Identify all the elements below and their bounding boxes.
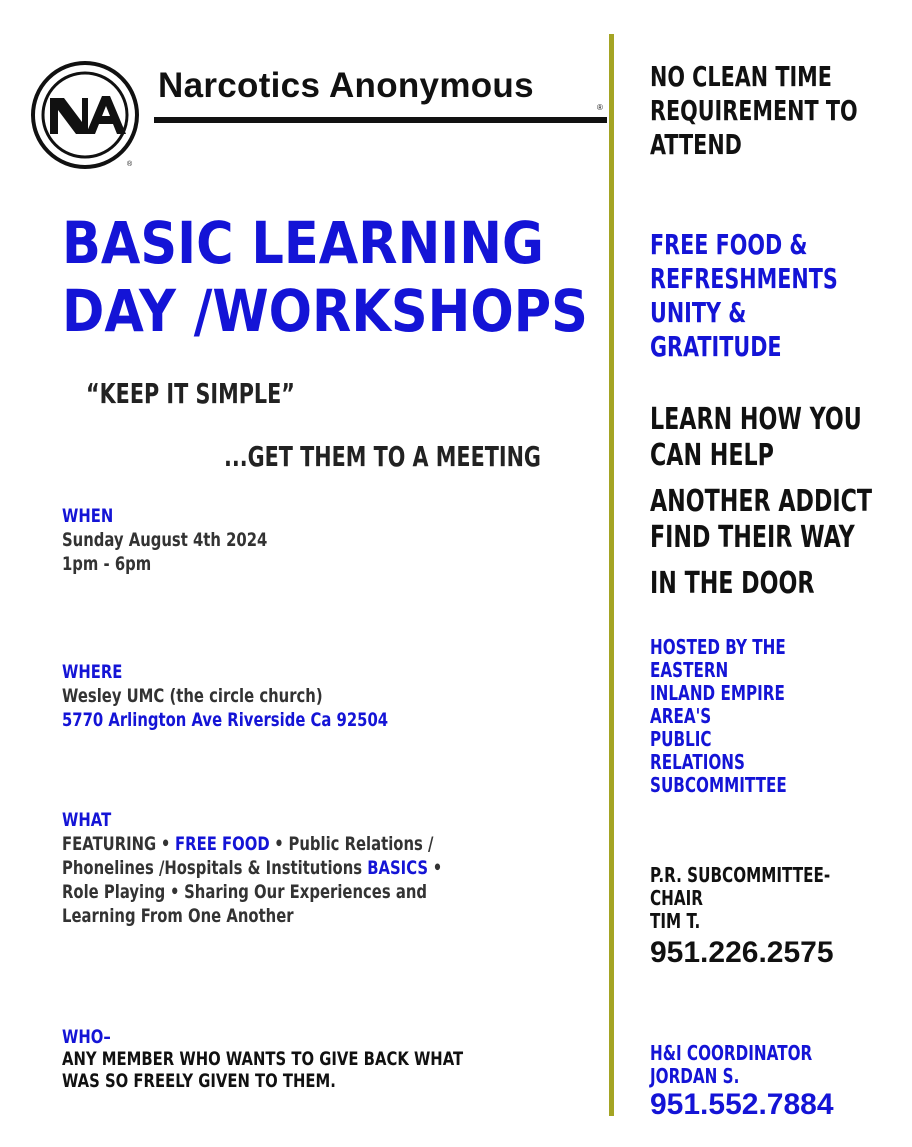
in-the-door: IN THE DOOR [650, 566, 815, 601]
clean-time-line: ATTEND [650, 128, 742, 161]
logo-registered-mark: ® [127, 161, 133, 168]
hi-coordinator-line: JORDAN S. [650, 1064, 740, 1088]
free-food-line: UNITY & [650, 296, 747, 329]
public-relations-label: Public Relations / [288, 833, 434, 855]
bullet-icon: • [169, 881, 180, 903]
org-name: Narcotics Anonymous [158, 66, 534, 105]
pr-chair-line: TIM T. [650, 909, 701, 933]
title-line-2: DAY /WORKSHOPS [62, 277, 588, 345]
what-line-4: Learning From One Another [62, 905, 294, 927]
free-food-line: GRATITUDE [650, 330, 782, 363]
hi-phone-number: 951.552.7884 [650, 1088, 834, 1121]
where-address: 5770 Arlington Ave Riverside Ca 92504 [62, 709, 389, 731]
bullet-icon: • [274, 833, 284, 855]
hi-coordinator-line: H&I COORDINATOR [650, 1041, 813, 1065]
free-food-block [650, 228, 904, 364]
na-logo [30, 60, 140, 170]
phonelines-label: Phonelines /Hospitals & Institutions [62, 857, 363, 879]
free-food-label: FREE FOOD [175, 833, 270, 855]
role-playing-label: Role Playing [62, 881, 166, 903]
another-addict-line: ANOTHER ADDICT [650, 484, 873, 519]
learn-block [650, 402, 912, 474]
hi-coordinator-block [650, 1042, 863, 1088]
column-divider [609, 34, 614, 1116]
featuring-label: FEATURING [62, 833, 157, 855]
hosted-line: EASTERN [650, 658, 729, 682]
clean-time-block [650, 60, 912, 162]
hosted-line: HOSTED BY THE [650, 635, 786, 659]
when-time: 1pm - 6pm [62, 553, 152, 575]
what-line-3 [62, 880, 427, 904]
sharing-label: Sharing Our Experiences and [184, 881, 427, 903]
hosted-line: RELATIONS [650, 750, 745, 774]
hosted-line: PUBLIC [650, 727, 712, 751]
who-heading: WHO– [62, 1026, 111, 1048]
hosted-line: SUBCOMMITTEE [650, 773, 787, 797]
another-addict-line: FIND THEIR WAY [650, 520, 855, 555]
who-line-2: WAS SO FREELY GIVEN TO THEM. [62, 1070, 336, 1092]
basics-label: BASICS [367, 857, 429, 879]
pr-phone-number: 951.226.2575 [650, 936, 834, 969]
slogan-get-them-to-a-meeting: ...GET THEM TO A MEETING [224, 440, 541, 473]
bullet-icon: • [432, 857, 443, 879]
what-line-1 [62, 832, 433, 856]
org-registered-mark: ® [597, 103, 603, 112]
who-line-1: ANY MEMBER WHO WANTS TO GIVE BACK WHAT [62, 1048, 464, 1070]
hosted-line: AREA'S [650, 704, 712, 728]
what-heading: WHAT [62, 809, 112, 831]
learn-line: CAN HELP [650, 438, 774, 473]
clean-time-line: NO CLEAN TIME [650, 60, 832, 93]
who-section [62, 1026, 576, 1092]
pr-chair-line: CHAIR [650, 886, 704, 910]
another-addict-block [650, 484, 912, 556]
free-food-line: REFRESHMENTS [650, 262, 838, 295]
when-date: Sunday August 4th 2024 [62, 529, 268, 551]
when-section [62, 504, 325, 576]
what-line-2 [62, 856, 447, 880]
na-letters-icon [50, 96, 126, 134]
bullet-icon: • [160, 833, 171, 855]
what-section [62, 808, 555, 928]
where-section [62, 660, 480, 732]
title-line-1: BASIC LEARNING [62, 209, 544, 277]
pr-chair-line: P.R. SUBCOMMITTEE- [650, 863, 831, 887]
header-rule [154, 117, 607, 123]
hosted-line: INLAND EMPIRE [650, 681, 785, 705]
clean-time-line: REQUIREMENT TO [650, 94, 858, 127]
when-heading: WHEN [62, 505, 114, 527]
pr-chair-block [650, 864, 887, 933]
where-venue: Wesley UMC (the circle church) [62, 685, 323, 707]
hosted-block [650, 636, 830, 797]
learn-line: LEARN HOW YOU [650, 402, 862, 437]
where-heading: WHERE [62, 661, 123, 683]
free-food-line: FREE FOOD & [650, 228, 808, 261]
slogan-keep-it-simple: “KEEP IT SIMPLE” [86, 377, 295, 410]
